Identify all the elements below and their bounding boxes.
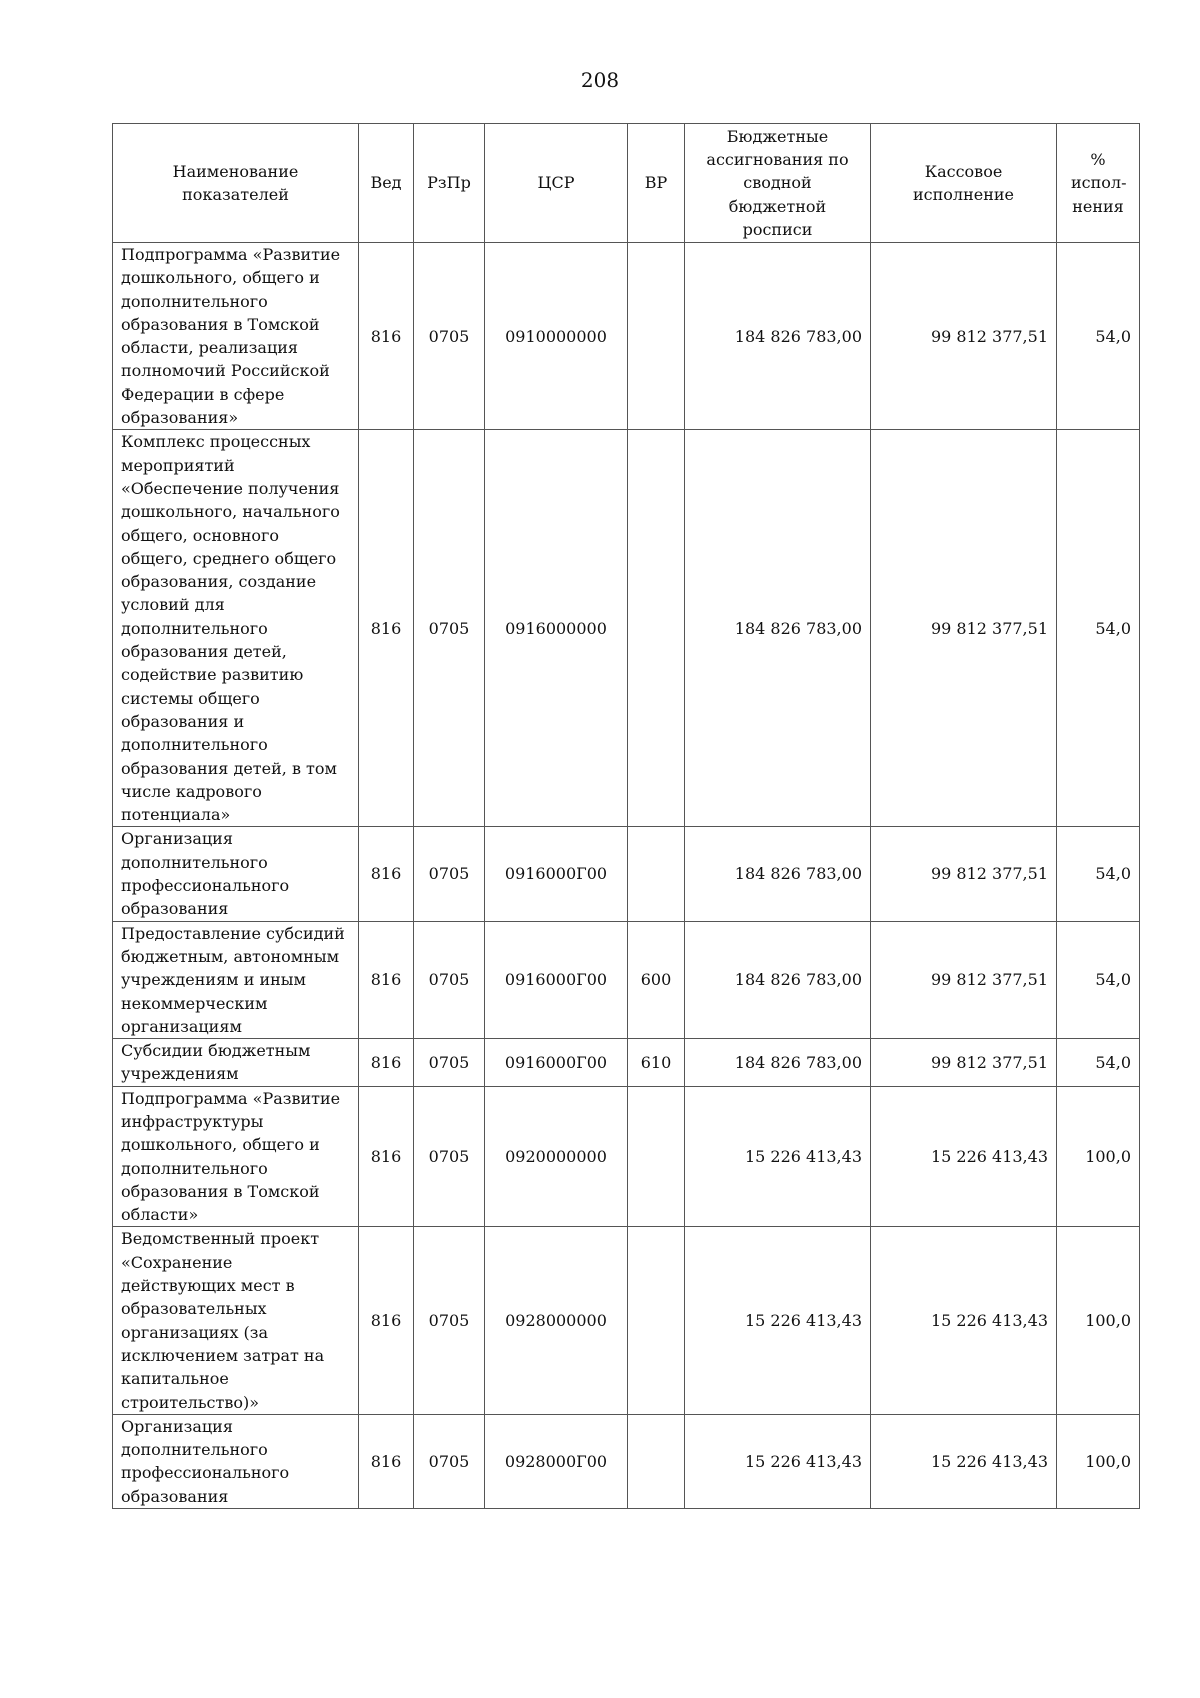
header-name: Наименование показателей	[113, 124, 359, 243]
header-ved: Вед	[359, 124, 414, 243]
cell-budget: 184 826 783,00	[685, 827, 871, 921]
cell-csr: 0928000000	[485, 1227, 628, 1414]
table-row	[113, 921, 1140, 1038]
cell-ved: 816	[359, 430, 414, 827]
cell-budget: 184 826 783,00	[685, 921, 871, 1038]
cell-percent: 54,0	[1057, 827, 1140, 921]
header-vr: ВР	[628, 124, 685, 243]
cell-vr	[628, 1086, 685, 1227]
cell-cash: 99 812 377,51	[871, 921, 1057, 1038]
cell-vr	[628, 430, 685, 827]
cell-percent: 54,0	[1057, 921, 1140, 1038]
cell-ved: 816	[359, 827, 414, 921]
cell-ved: 816	[359, 243, 414, 430]
table-row	[113, 430, 1140, 827]
cell-percent: 100,0	[1057, 1227, 1140, 1414]
cell-budget: 184 826 783,00	[685, 1039, 871, 1087]
cell-cash: 15 226 413,43	[871, 1086, 1057, 1227]
cell-csr: 0916000Г00	[485, 921, 628, 1038]
cell-name: Организация дополнительного профессионального образования	[113, 1414, 359, 1508]
table-row	[113, 1039, 1140, 1087]
table-row	[113, 827, 1140, 921]
cell-name: Предоставление субсидий бюджетным, автономным учреждениям и иным некоммерческим организациям	[113, 921, 359, 1038]
cell-rzpr: 0705	[414, 921, 485, 1038]
cell-name: Подпрограмма «Развитие инфраструктуры дошкольного, общего и дополнительного образования в Томской области»	[113, 1086, 359, 1227]
cell-rzpr: 0705	[414, 430, 485, 827]
cell-vr	[628, 1414, 685, 1508]
table-row	[113, 1086, 1140, 1227]
cell-vr	[628, 827, 685, 921]
cell-budget: 184 826 783,00	[685, 430, 871, 827]
budget-table	[112, 123, 1140, 1509]
cell-csr: 0910000000	[485, 243, 628, 430]
cell-ved: 816	[359, 1039, 414, 1087]
cell-cash: 15 226 413,43	[871, 1414, 1057, 1508]
table-row	[113, 243, 1140, 430]
cell-rzpr: 0705	[414, 827, 485, 921]
cell-ved: 816	[359, 921, 414, 1038]
cell-csr: 0928000Г00	[485, 1414, 628, 1508]
header-rzpr: РзПр	[414, 124, 485, 243]
cell-cash: 99 812 377,51	[871, 243, 1057, 430]
cell-name: Субсидии бюджетным учреждениям	[113, 1039, 359, 1087]
header-row	[113, 124, 1140, 243]
cell-percent: 100,0	[1057, 1414, 1140, 1508]
cell-vr: 600	[628, 921, 685, 1038]
cell-csr: 0920000000	[485, 1086, 628, 1227]
cell-budget: 15 226 413,43	[685, 1414, 871, 1508]
header-percent: % испол-нения	[1057, 124, 1140, 243]
cell-vr: 610	[628, 1039, 685, 1087]
cell-vr	[628, 243, 685, 430]
cell-name: Организация дополнительного профессионального образования	[113, 827, 359, 921]
cell-rzpr: 0705	[414, 1039, 485, 1087]
cell-percent: 54,0	[1057, 243, 1140, 430]
cell-percent: 54,0	[1057, 1039, 1140, 1087]
cell-percent: 54,0	[1057, 430, 1140, 827]
cell-csr: 0916000000	[485, 430, 628, 827]
cell-cash: 99 812 377,51	[871, 430, 1057, 827]
cell-name: Комплекс процессных мероприятий «Обеспечение получения дошкольного, начального общего, основного общего, среднего общего образования, создание условий для дополнительного образования детей, содействие развитию системы общего образования и дополнительного образования детей, в том числе кадрового потенциала»	[113, 430, 359, 827]
cell-cash: 99 812 377,51	[871, 827, 1057, 921]
cell-name: Подпрограмма «Развитие дошкольного, общего и дополнительного образования в Томской области, реализация полномочий Российской Федерации в сфере образования»	[113, 243, 359, 430]
table-body	[113, 243, 1140, 1509]
cell-vr	[628, 1227, 685, 1414]
cell-percent: 100,0	[1057, 1086, 1140, 1227]
cell-name: Ведомственный проект «Сохранение действующих мест в образовательных организациях (за исключением затрат на капитальное строительство)»	[113, 1227, 359, 1414]
cell-budget: 184 826 783,00	[685, 243, 871, 430]
table-row	[113, 1227, 1140, 1414]
cell-rzpr: 0705	[414, 1086, 485, 1227]
cell-rzpr: 0705	[414, 1414, 485, 1508]
cell-cash: 15 226 413,43	[871, 1227, 1057, 1414]
cell-ved: 816	[359, 1414, 414, 1508]
cell-budget: 15 226 413,43	[685, 1227, 871, 1414]
cell-csr: 0916000Г00	[485, 1039, 628, 1087]
table-row	[113, 1414, 1140, 1508]
cell-csr: 0916000Г00	[485, 827, 628, 921]
header-budget: Бюджетные ассигнования по сводной бюджетной росписи	[685, 124, 871, 243]
cell-rzpr: 0705	[414, 243, 485, 430]
cell-cash: 99 812 377,51	[871, 1039, 1057, 1087]
cell-budget: 15 226 413,43	[685, 1086, 871, 1227]
cell-ved: 816	[359, 1086, 414, 1227]
header-cash: Кассовое исполнение	[871, 124, 1057, 243]
page-number: 208	[580, 68, 620, 92]
cell-ved: 816	[359, 1227, 414, 1414]
header-csr: ЦСР	[485, 124, 628, 243]
cell-rzpr: 0705	[414, 1227, 485, 1414]
